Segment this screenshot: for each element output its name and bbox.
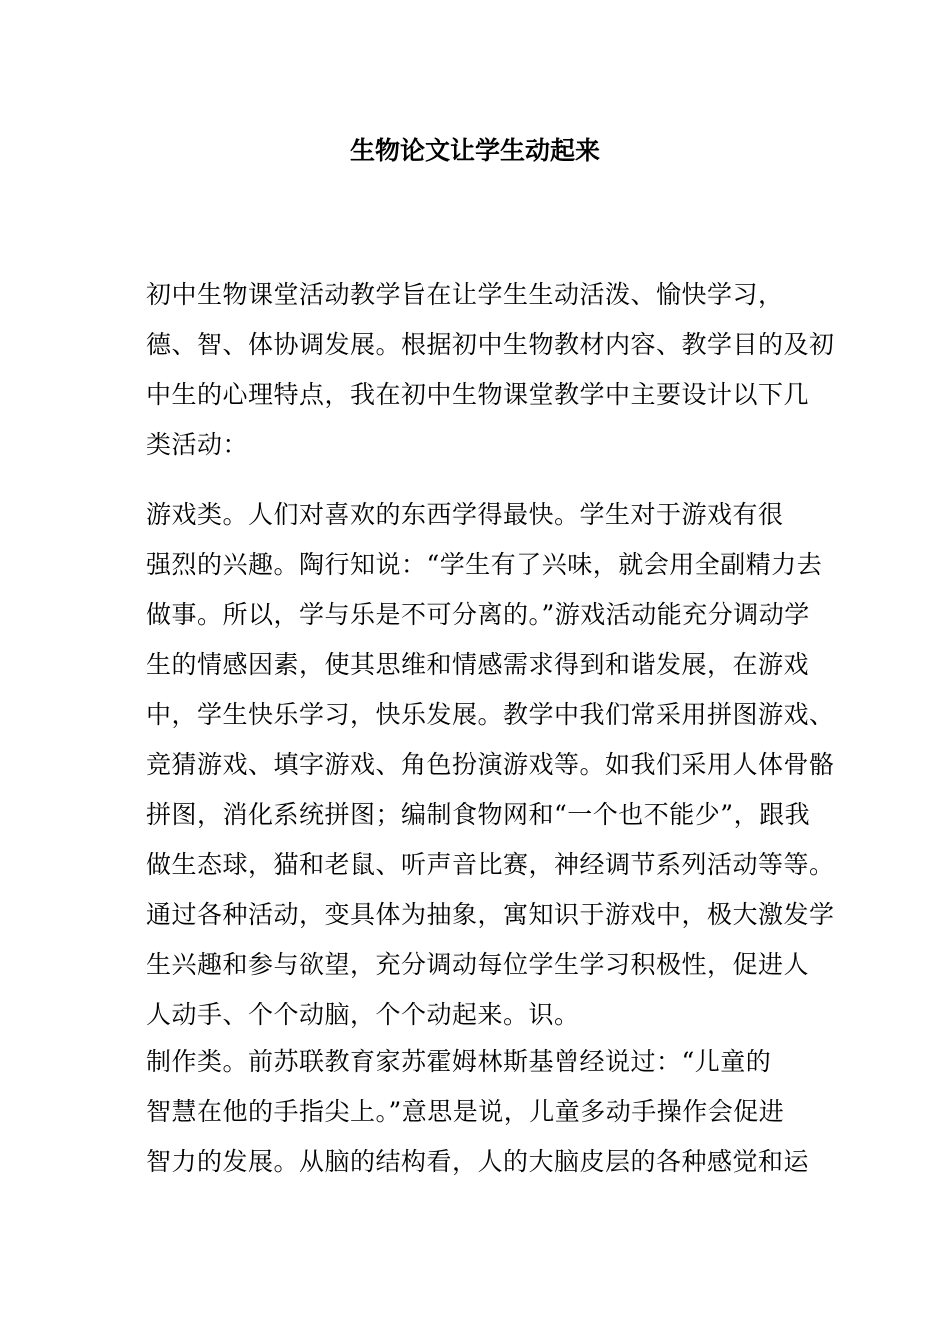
text-line: 类活动： [146, 430, 249, 459]
text-line: 通过各种活动，变具体为抽象，寓知识于游戏中，极大激发学 [146, 900, 835, 929]
text-line: 游戏类。人们对喜欢的东西学得最快。学生对于游戏有很 [146, 500, 784, 529]
text-line: 智慧在他的手指尖上。”意思是说，儿童多动手操作会促进 [146, 1097, 785, 1126]
text-line: 智力的发展。从脑的结构看，人的大脑皮层的各种感觉和运 [146, 1147, 810, 1176]
paragraph-games [146, 490, 835, 1040]
text-line: 中，学生快乐学习，快乐发展。教学中我们常采用拼图游戏、 [146, 700, 835, 729]
paragraph-making [146, 1037, 810, 1187]
text-line: 生兴趣和参与欲望，充分调动每位学生学习积极性，促进人 [146, 950, 810, 979]
text-line: 强烈的兴趣。陶行知说：“学生有了兴味，就会用全副精力去 [146, 550, 823, 579]
text-line: 制作类。前苏联教育家苏霍姆林斯基曾经说过：“儿童的 [146, 1047, 772, 1076]
text-line: 拼图，消化系统拼图；编制食物网和“一个也不能少”，跟我 [146, 800, 811, 829]
text-line: 竞猜游戏、填字游戏、角色扮演游戏等。如我们采用人体骨骼 [146, 750, 835, 779]
text-line: 做事。所以，学与乐是不可分离的。”游戏活动能充分调动学 [146, 600, 810, 629]
text-line: 德、智、体协调发展。根据初中生物教材内容、教学目的及初 [146, 330, 835, 359]
text-line: 生的情感因素，使其思维和情感需求得到和谐发展，在游戏 [146, 650, 810, 679]
text-line: 中生的心理特点，我在初中生物课堂教学中主要设计以下几 [146, 380, 810, 409]
text-line: 人动手、个个动脑，个个动起来。识。 [146, 1000, 580, 1029]
page-title: 生物论文让学生动起来 [349, 136, 600, 165]
text-line: 做生态球，猫和老鼠、听声音比赛，神经调节系列活动等等。 [146, 850, 835, 879]
text-line: 初中生物课堂活动教学旨在让学生生动活泼、愉快学习， [146, 280, 784, 309]
paragraph-intro [146, 270, 835, 470]
